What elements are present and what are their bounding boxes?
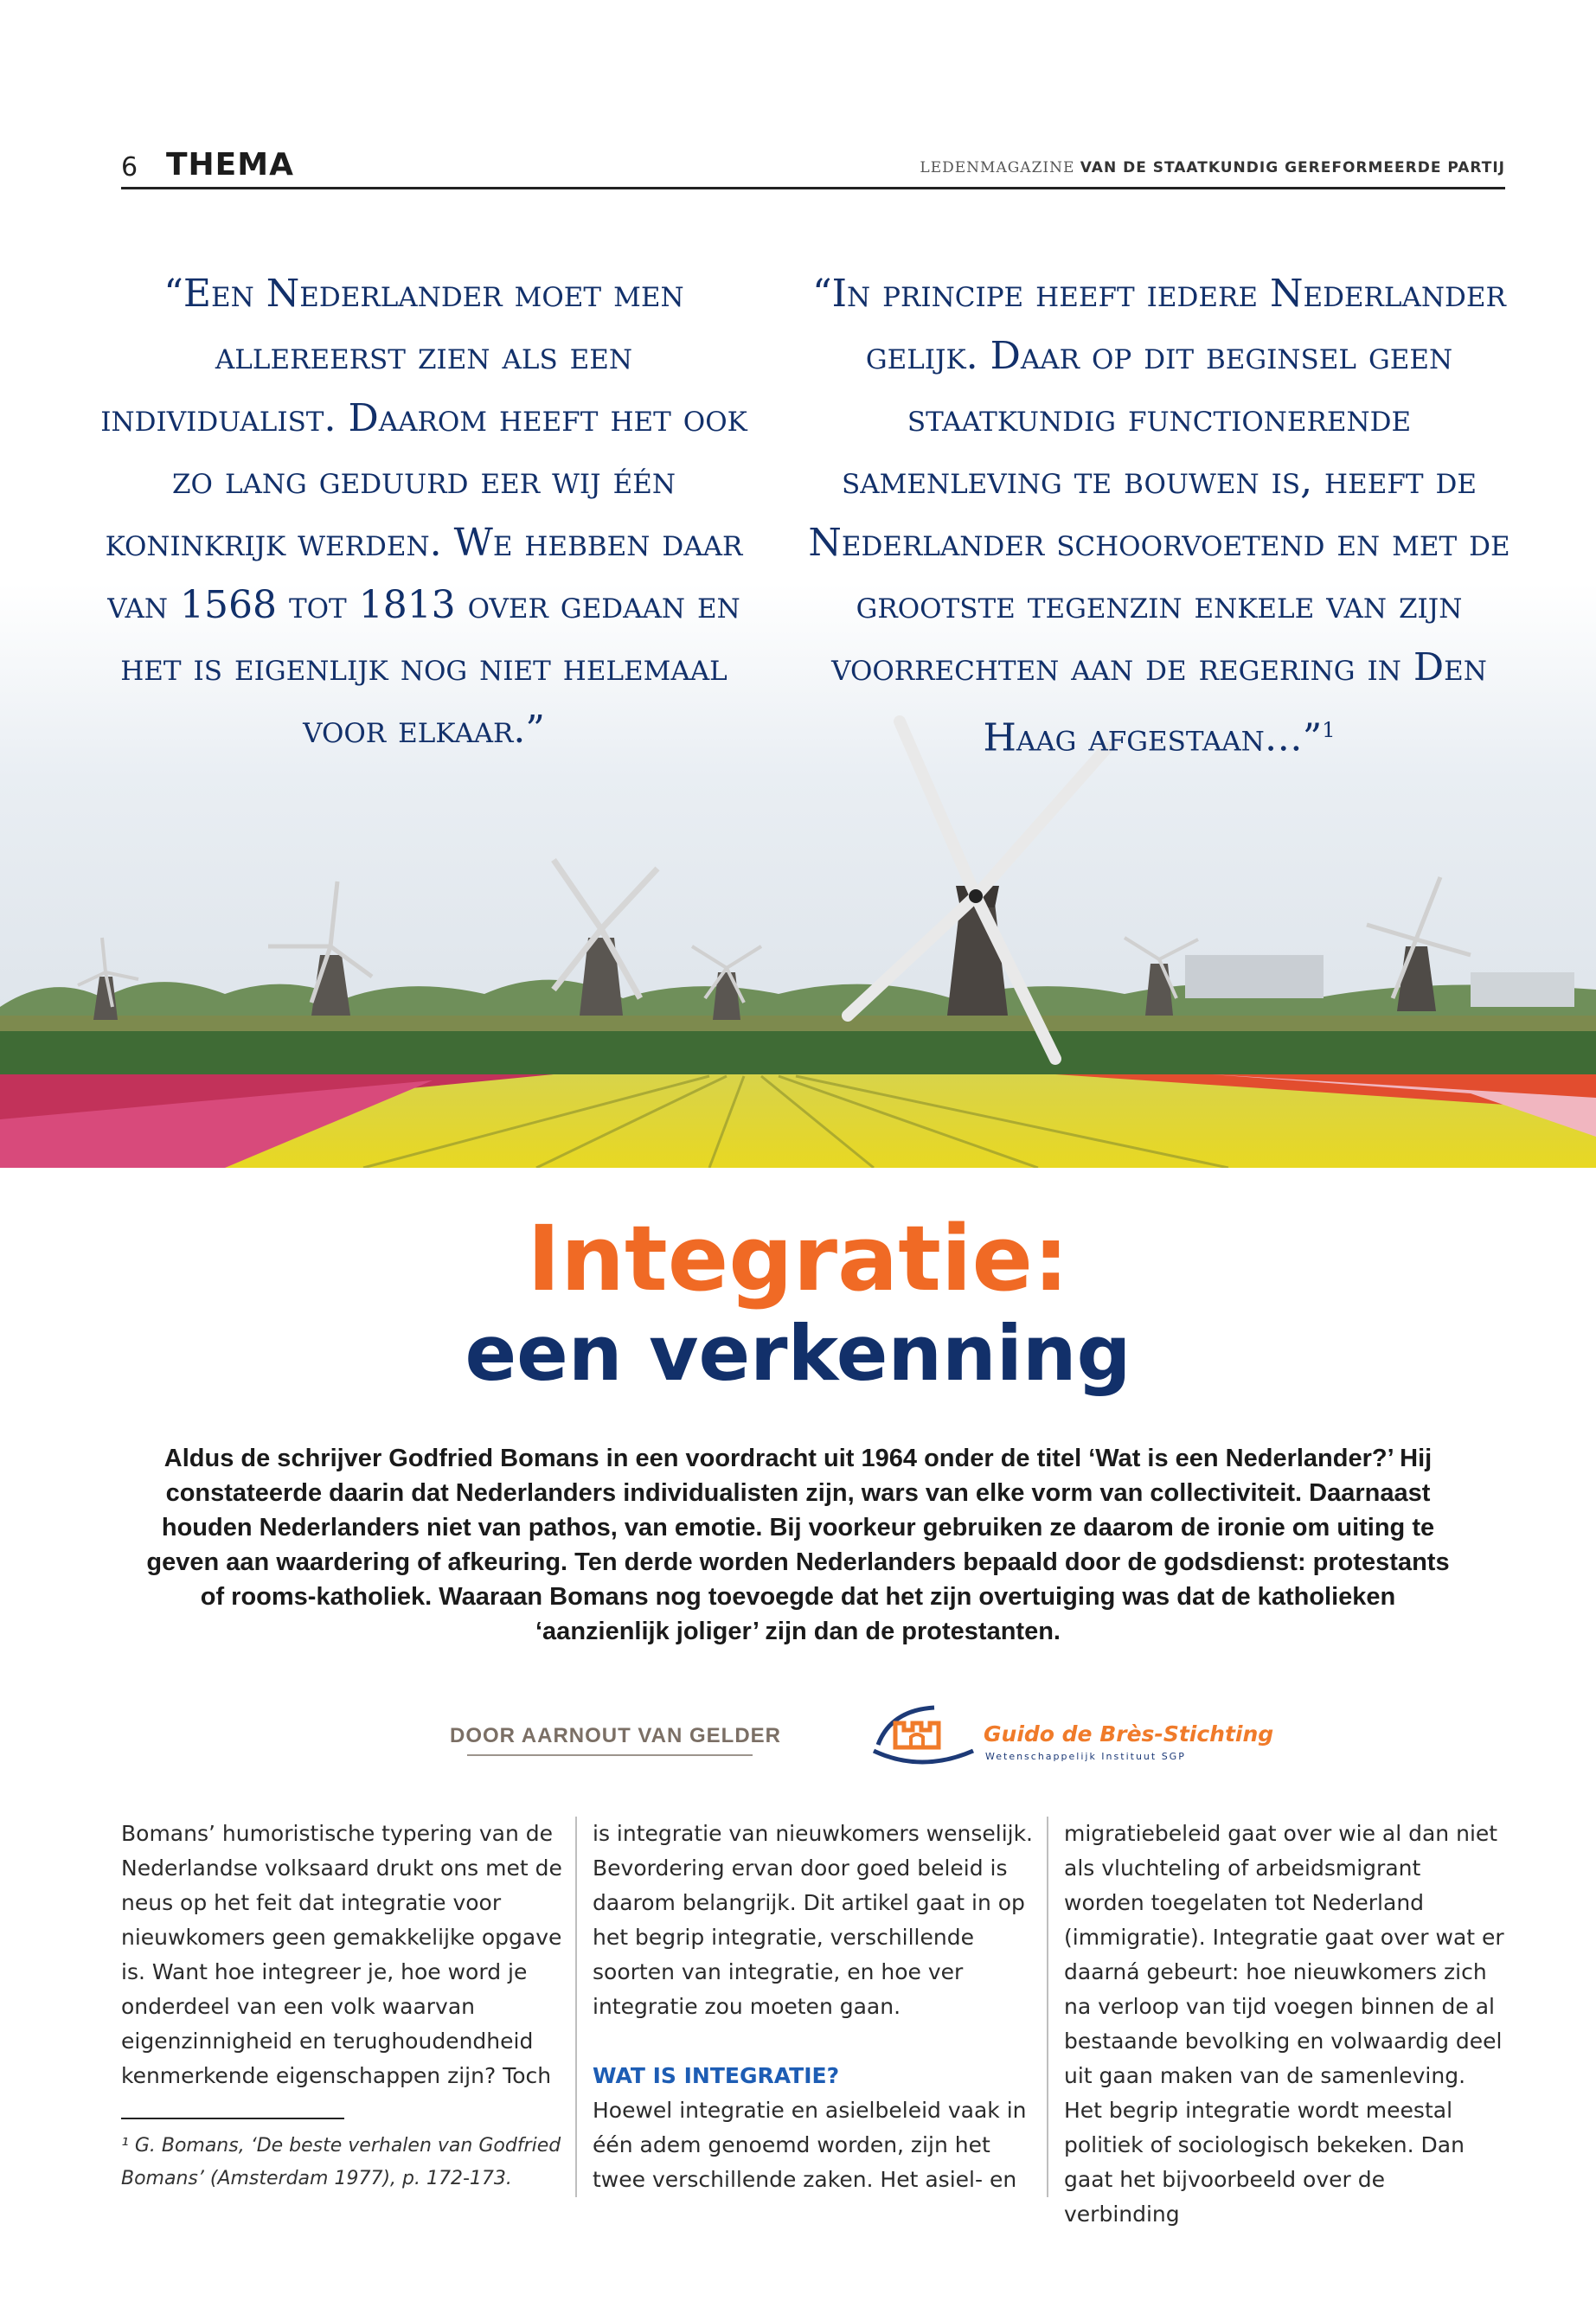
quote-right-text: “In principe heeft iedere Nederlander gelijk. Daar op dit beginsel geen staatkundig functionerende samenleving te bouwen is, heeft de Nederlander schoorvoetend en met de grootste tegenzin enkele van zijn voorrechten aan de regering in Den Haag afgestaan…”: [808, 272, 1510, 760]
column-2-body: Hoewel integratie en asielbeleid vaak in één adem genoemd worden, zijn het twee verschillende zaken. Het asiel- en: [593, 2098, 1027, 2192]
lead-paragraph: Aldus de schrijver Godfried Bomans in een voordracht uit 1964 onder de titel ‘Wat is een Nederlander?’ Hij constateerde daarin dat Nederlanders individualisten zijn, wars van elke vorm van collectiviteit. Daarnaast houden Nederlanders niet van pathos, van emotie. Bij voorkeur gebruiken ze daarom de ironie om uiting te geven aan waardering of afkeuring. Ten derde worden Nederlanders bepaald door de godsdienst: protestants of rooms-katholiek. Waaraan Bomans nog toevoegde dat het zijn overtuiging was dat de katholieken ‘aanzienlijk joliger’ zijn dan de protestanten.: [146, 1445, 1450, 1645]
magazine-title-bold: VAN DE STAATKUNDIG GEREFORMEERDE PARTIJ: [1080, 159, 1505, 176]
page-header: [121, 144, 1505, 189]
column-1: [121, 1817, 562, 2093]
quote-right: [804, 263, 1514, 770]
footnote: ¹ G. Bomans, ‘De beste verhalen van Godfried Bomans’ (Amsterdam 1977), p. 172-173.: [121, 2135, 561, 2189]
header-rule: [121, 187, 1505, 189]
stichting-logo: [869, 1697, 1276, 1775]
article-title: Integratie:: [527, 1206, 1069, 1311]
column-divider: [575, 1817, 577, 2197]
section-heading: WAT IS INTEGRATIE?: [593, 2063, 840, 2088]
footnote-rule: [121, 2118, 344, 2119]
logo-tagline: Wetenschappelijk Instituut SGP: [985, 1751, 1186, 1762]
magazine-title-light: LEDENMAGAZINE: [920, 159, 1075, 176]
article-subtitle: een verkenning: [465, 1309, 1131, 1398]
column-3-text: migratiebeleid gaat over wie al dan niet als vluchteling of arbeidsmigrant worden toegelaten tot Nederland (immigratie). Integratie gaat over wat er daarná gebeurt: hoe nieuwkomers zich na verloop van tijd voegen binnen de al bestaande bevolking en volwaardig deel uit gaan maken van de samenleving. Het begrip integratie wordt meestal politiek of sociologisch bekeken. Dan gaat het bijvoorbeeld over de verbinding: [1064, 1821, 1504, 2227]
column-1-text: Bomans’ humoristische typering van de Nederlandse volksaard drukt ons met de neus op het feit dat integratie voor nieuwkomers geen gemakkelijke opgave is. Want hoe integreer je, hoe word je onderdeel van een volk waarvan eigenzinnigheid en terughoudendheid kenmerkende eigenschappen zijn? Toch: [121, 1821, 562, 2088]
column-2-intro: is integratie van nieuwkomers wenselijk. Bevordering ervan door goed beleid is daarom belangrijk. Dit artikel gaat in op het begrip integratie, verschillende soorten van integratie, en hoe ver integratie zou moeten gaan.: [593, 1821, 1034, 2019]
section-label: THEMA: [166, 147, 294, 183]
column-divider: [1047, 1817, 1048, 2197]
footnote-marker: 1: [1322, 718, 1336, 742]
hero-image: [0, 194, 1596, 1168]
quote-left: “Een Nederlander moet men allereerst zien als een individualist. Daarom heeft het ook zo lang geduurd eer wij één koninkrijk werden. We hebben daar van 1568 tot 1813 over gedaan en het is eigenlijk nog niet helemaal voor elkaar.”: [100, 272, 747, 752]
byline-rule: [467, 1754, 753, 1756]
castle-tower-logo-icon: [869, 1697, 982, 1775]
magazine-title: [920, 159, 1505, 176]
page-number: 6: [121, 152, 138, 183]
logo-name: Guido de Brès-Stichting: [984, 1721, 1274, 1747]
column-3: [1064, 1817, 1505, 2232]
column-2: [593, 1817, 1034, 2197]
author-byline: DOOR AARNOUT VAN GELDER: [450, 1724, 781, 1747]
